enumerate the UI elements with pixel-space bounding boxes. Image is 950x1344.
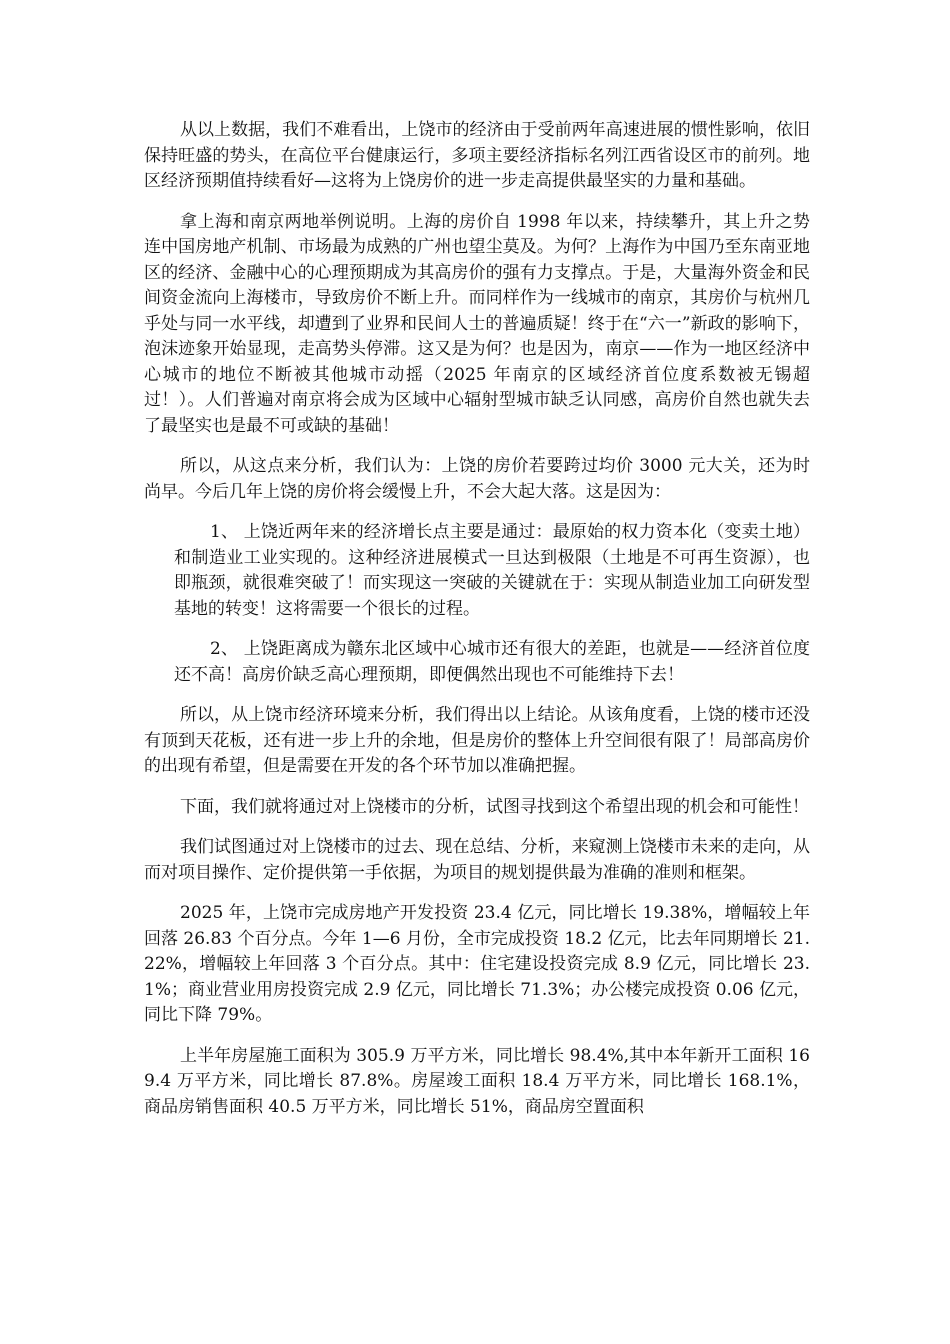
- list-item: 2、 上饶距离成为赣东北区域中心城市还有很大的差距，也就是——经济首位度还不高！高房价缺乏高心理预期，即便偶然出现也不可能维持下去！: [174, 639, 810, 685]
- paragraph: 上半年房屋施工面积为 305.9 万平方米，同比增长 98.4%,其中本年新开工面积 169.4 万平方米，同比增长 87.8%。房屋竣工面积 18.4 万平方米，同比增长 168.1%，商品房销售面积 40.5 万平方米，同比增长 51%，商品房空置面积: [144, 1045, 810, 1117]
- paragraph: 2025 年，上饶市完成房地产开发投资 23.4 亿元，同比增长 19.38%，增幅较上年回落 26.83 个百分点。今年 1—6 月份，全市完成投资 18.2 亿元，比去年同期增长 21.22%，增幅较上年回落 3 个百分点。其中：住宅建设投资完成 8.9 亿元，同比增长 23.1%；商业营业用房投资完成 2.9 亿元，同比增长 71.3%；办公楼完成投资 0.06 亿元，同比下降 79%。: [144, 903, 811, 1025]
- paragraph: 所以，从这点来分析，我们认为：上饶的房价若要跨过均价 3000 元大关，还为时尚早。今后几年上饶的房价将会缓慢上升，不会大起大落。这是因为：: [144, 456, 810, 502]
- paragraph: 从以上数据，我们不难看出，上饶市的经济由于受前两年高速进展的惯性影响，依旧保持旺盛的势头，在高位平台健康运行，多项主要经济指标名列江西省设区市的前列。地区经济预期值持续看好—这将为上饶房价的进一步走高提供最坚实的力量和基础。: [144, 120, 810, 191]
- paragraph: 拿上海和南京两地举例说明。上海的房价自 1998 年以来，持续攀升，其上升之势连中国房地产机制、市场最为成熟的广州也望尘莫及。为何？上海作为中国乃至东南亚地区的经济、金融中心的心理预期成为其高房价的强有力支撑点。于是，大量海外资金和民间资金流向上海楼市，导致房价不断上升。而同样作为一线城市的南京，其房价与杭州几乎处与同一水平线，却遭到了业界和民间人士的普遍质疑！终于在“六一”新政的影响下，泡沫迹象开始显现，走高势头停滞。这又是为何？也是因为，南京——作为一地区经济中心城市的地位不断被其他城市动摇（2025 年南京的区域经济首位度系数被无锡超过！）。人们普遍对南京将会成为区域中心辐射型城市缺乏认同感，高房价自然也就失去了最坚实也是最不可或缺的基础！: [144, 211, 810, 436]
- document-body: [144, 118, 810, 1135]
- list-item: 1、 上饶近两年来的经济增长点主要是通过：最原始的权力资本化（变卖土地）和制造业工业实现的。这种经济进展模式一旦达到极限（土地是不可再生资源），也即瓶颈，就很难突破了！而实现这一突破的关键就在于：实现从制造业加工向研发型基地的转变！这将需要一个很长的过程。: [174, 522, 810, 619]
- paragraph: 下面，我们就将通过对上饶楼市的分析，试图寻找到这个希望出现的机会和可能性！: [180, 796, 809, 817]
- paragraph: 我们试图通过对上饶楼市的过去、现在总结、分析，来窥测上饶楼市未来的走向，从而对项目操作、定价提供第一手依据，为项目的规划提供最为准确的准则和框架。: [144, 837, 810, 883]
- paragraph: 所以，从上饶市经济环境来分析，我们得出以上结论。从该角度看，上饶的楼市还没有顶到天花板，还有进一步上升的余地，但是房价的整体上升空间很有限了！局部高房价的出现有希望，但是需要在开发的各个环节加以准确把握。: [144, 705, 810, 776]
